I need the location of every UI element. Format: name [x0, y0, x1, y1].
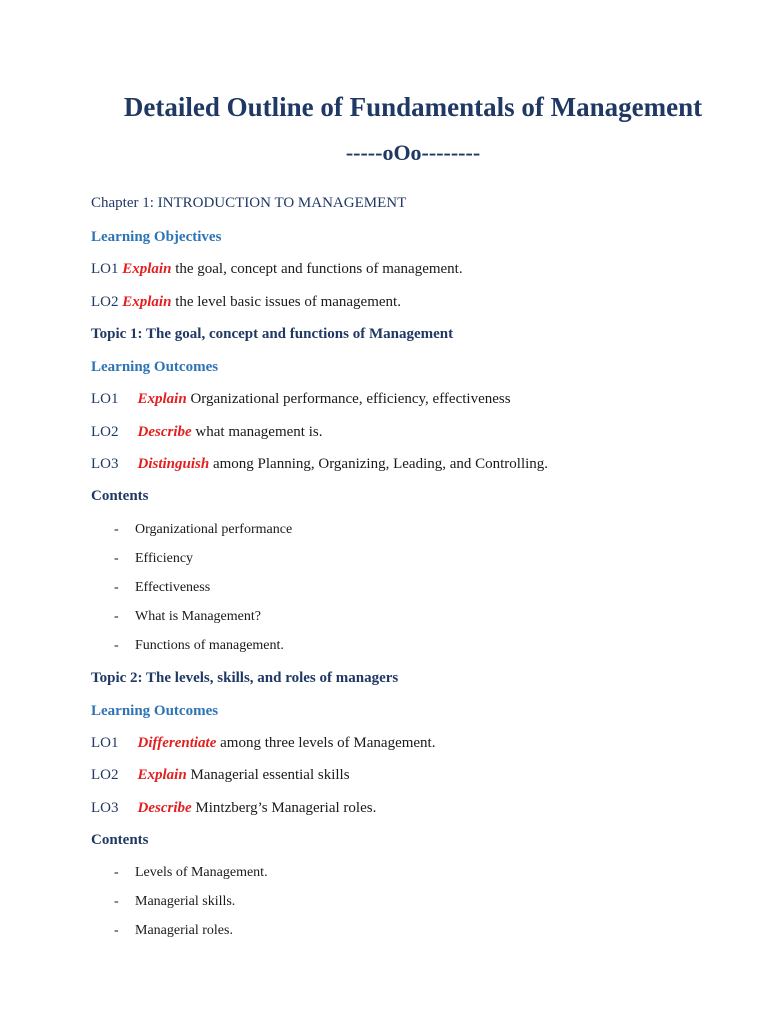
topic-2-heading: Topic 2: The levels, skills, and roles of managers [91, 670, 399, 686]
outcome-code: LO3 [91, 456, 119, 472]
outcome-text: what management is. [195, 424, 323, 440]
list-item-text: Managerial skills. [135, 894, 236, 909]
list-item-text: Managerial roles. [135, 923, 233, 938]
chapter-heading: Chapter 1: INTRODUCTION TO MANAGEMENT [91, 195, 407, 211]
list-item-text: Efficiency [135, 551, 194, 566]
list-item-text: Functions of management. [135, 638, 284, 653]
outcome-text: Managerial essential skills [190, 767, 350, 783]
objective-verb: Explain [122, 294, 172, 310]
outcome-lo1 [91, 735, 435, 752]
bullet-dash: - [114, 609, 119, 624]
bullet-dash: - [114, 522, 119, 537]
bullet-dash: - [114, 551, 119, 566]
learning-objectives-heading: Learning Objectives [91, 229, 222, 245]
outcome-code: LO1 [91, 735, 119, 751]
objective-code: LO1 [91, 261, 119, 277]
outcome-lo1 [91, 391, 511, 408]
outcome-verb: Describe [137, 424, 192, 440]
document-title: Detailed Outline of Fundamentals of Management [123, 92, 703, 122]
objective-text: the level basic issues of management. [175, 294, 401, 310]
bullet-dash: - [114, 580, 119, 595]
objective-lo1 [91, 261, 463, 278]
outcome-lo3 [91, 800, 376, 817]
contents-heading: Contents [91, 832, 149, 848]
outcome-code: LO2 [91, 767, 119, 783]
list-item-text: Organizational performance [135, 522, 293, 537]
topic-1-heading: Topic 1: The goal, concept and functions of Management [91, 326, 454, 342]
outcome-verb: Describe [137, 800, 192, 816]
outcome-code: LO2 [91, 424, 119, 440]
bullet-dash: - [114, 638, 119, 653]
outcome-lo3 [91, 456, 548, 473]
outcome-text: Mintzberg’s Managerial roles. [195, 800, 377, 816]
outcome-text: among three levels of Management. [220, 735, 436, 751]
outcome-verb: Explain [137, 391, 187, 407]
outcome-code: LO1 [91, 391, 119, 407]
title-separator: -----oOo-------- [345, 140, 481, 165]
objective-code: LO2 [91, 294, 119, 310]
outcome-verb: Explain [137, 767, 187, 783]
bullet-dash: - [114, 865, 119, 880]
list-item-text: What is Management? [135, 609, 261, 624]
contents-heading: Contents [91, 488, 149, 504]
bullet-dash: - [114, 894, 119, 909]
outcome-text: Organizational performance, efficiency, effectiveness [190, 391, 511, 407]
outcome-verb: Differentiate [137, 735, 217, 751]
outcome-lo2 [91, 767, 350, 784]
outcome-text: among Planning, Organizing, Leading, and Controlling. [212, 456, 549, 472]
outcome-lo2 [91, 424, 322, 441]
outcome-verb: Distinguish [137, 456, 210, 472]
objective-text: the goal, concept and functions of management. [175, 261, 463, 277]
objective-verb: Explain [122, 261, 172, 277]
learning-outcomes-heading: Learning Outcomes [91, 359, 219, 375]
outcome-code: LO3 [91, 800, 119, 816]
learning-outcomes-heading: Learning Outcomes [91, 703, 219, 719]
bullet-dash: - [114, 923, 119, 938]
objective-lo2 [91, 294, 401, 311]
list-item-text: Levels of Management. [135, 865, 268, 880]
list-item-text: Effectiveness [135, 580, 211, 595]
